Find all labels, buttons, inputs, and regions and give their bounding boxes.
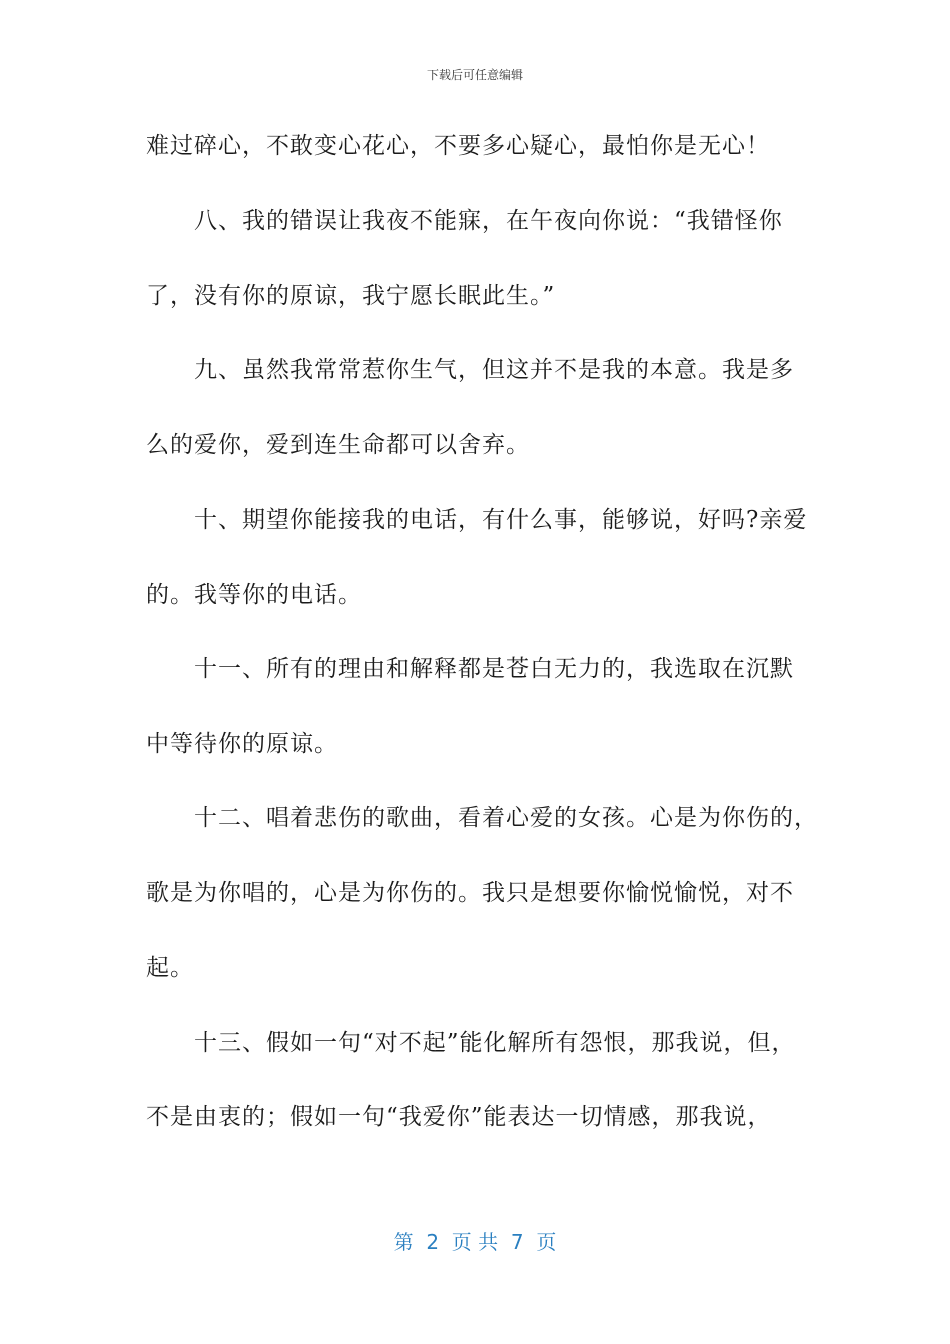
- text-line: 中等待你的原谅。: [146, 731, 338, 757]
- text-line: 起。: [146, 955, 194, 981]
- text-line: 歌是为你唱的，心是为你伤的。我只是想要你愉悦愉悦，对不: [146, 880, 794, 906]
- text-line: 九、虽然我常常惹你生气，但这并不是我的本意。我是多: [146, 357, 794, 383]
- text-line: 不是由衷的；假如一句“我爱你”能表达一切情感，那我说，: [146, 1104, 772, 1130]
- page-header-note: 下载后可任意编辑: [426, 68, 523, 82]
- text-line: 的。我等你的电话。: [146, 582, 362, 608]
- page-number: 第 2 页 共 7 页: [393, 1230, 557, 1254]
- text-line: 了，没有你的原谅，我宁愿长眠此生。”: [146, 283, 556, 309]
- text-line: 八、我的错误让我夜不能寐，在午夜向你说：“我错怪你: [146, 208, 783, 234]
- text-line: 十二、唱着悲伤的歌曲，看着心爱的女孩。心是为你伤的，: [146, 805, 818, 831]
- text-line: 么的爱你，爱到连生命都可以舍弃。: [146, 432, 530, 458]
- text-line: 难过碎心，不敢变心花心，不要多心疑心，最怕你是无心！: [146, 133, 770, 159]
- text-line: 十、期望你能接我的电话，有什么事，能够说，好吗?亲爱: [146, 507, 808, 533]
- text-line: 十三、假如一句“对不起”能化解所有怨恨，那我说，但，: [146, 1030, 796, 1056]
- text-line: 十一、所有的理由和解释都是苍白无力的，我选取在沉默: [146, 656, 794, 682]
